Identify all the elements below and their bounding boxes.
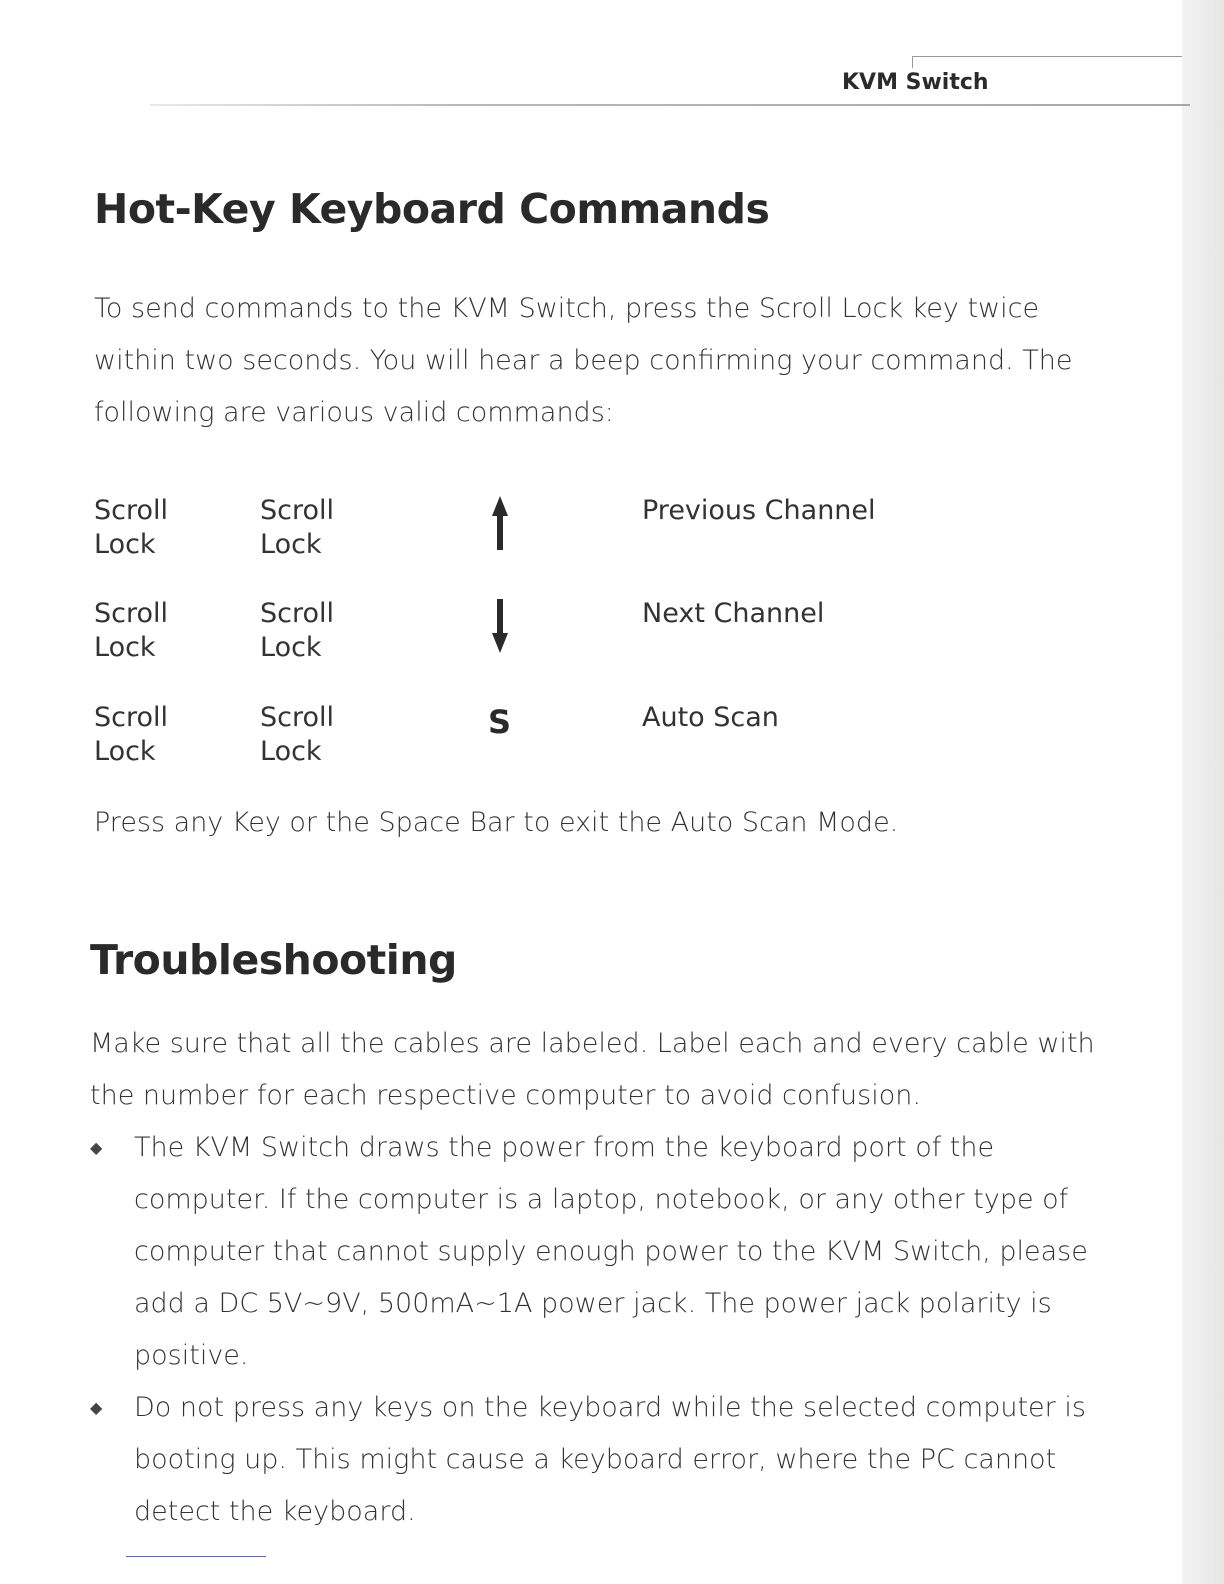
section-title-hotkey: Hot-Key Keyboard Commands <box>94 185 770 233</box>
key-scroll-lock: Scroll Lock <box>260 495 335 560</box>
header-corner-rule <box>912 56 1182 57</box>
header-corner-tick <box>912 56 913 68</box>
diamond-bullet-icon: ◆ <box>90 1398 103 1417</box>
list-item-text: Do not press any keys on the keyboard while the selected computer is booting up. This might cause a keyboard error, where the PC cannot detect the keyboard. <box>134 1392 1086 1527</box>
hotkey-intro: To send commands to the KVM Switch, press the Scroll Lock key twice within two seconds. You will hear a beep confirming your command. The following are various valid commands: <box>94 293 1073 428</box>
header-rule <box>150 104 1190 106</box>
list-item <box>90 1122 1120 1382</box>
command-row <box>0 597 1180 677</box>
action-label: Auto Scan <box>642 702 779 733</box>
key-scroll-lock: Scroll Lock <box>260 598 335 663</box>
action-label: Next Channel <box>642 598 825 629</box>
key-scroll-lock: Scroll Lock <box>94 598 169 663</box>
s-key-symbol: S <box>488 703 512 741</box>
list-item-text: The KVM Switch draws the power from the keyboard port of the computer. If the computer is a laptop, notebook, or any other type of computer that cannot supply enough power to the KVM Switch, please add a DC 5V~9V, 500mA~1A power jack. The power jack polarity is positive. <box>134 1132 1088 1371</box>
key-scroll-lock: Scroll Lock <box>94 702 169 767</box>
command-row <box>0 701 1180 781</box>
page-edge-shadow <box>1182 0 1224 1584</box>
key-scroll-lock: Scroll Lock <box>94 495 169 560</box>
key-scroll-lock: Scroll Lock <box>260 702 335 767</box>
auto-scan-exit-note: Press any Key or the Space Bar to exit the Auto Scan Mode. <box>94 807 899 838</box>
footer-rule <box>126 1556 266 1557</box>
diamond-bullet-icon: ◆ <box>90 1138 103 1157</box>
action-label: Previous Channel <box>642 495 876 526</box>
command-row <box>0 494 1180 574</box>
troubleshooting-intro: Make sure that all the cables are labeled. Label each and every cable with the number for each respective computer to avoid confusion. <box>90 1028 1095 1111</box>
up-arrow-icon <box>480 496 520 562</box>
list-item <box>90 1382 1120 1538</box>
section-title-troubleshooting: Troubleshooting <box>90 936 457 984</box>
running-header: KVM Switch <box>842 70 989 95</box>
down-arrow-icon <box>480 599 520 665</box>
troubleshooting-list <box>90 1122 1120 1538</box>
